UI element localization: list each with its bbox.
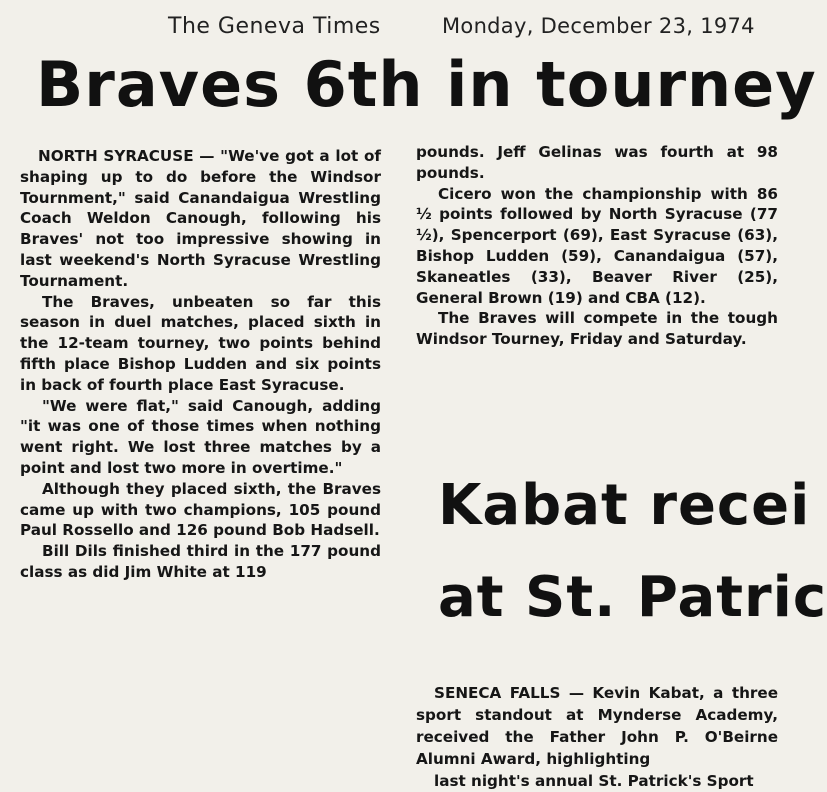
paragraph: "We were flat," said Canough, adding "it was one of those times when nothing went right. We lost three matches by a point and lost two more in overtime." bbox=[20, 396, 381, 477]
second-article-cut-line: last night's annual St. Patrick's Sport bbox=[434, 772, 754, 790]
second-article-headline-line2: at St. Patric bbox=[438, 565, 827, 630]
paragraph: pounds. Jeff Gelinas was fourth at 98 pounds. bbox=[416, 143, 778, 182]
second-article-headline-line1: Kabat recei bbox=[438, 473, 811, 538]
article-left-column bbox=[20, 146, 381, 583]
paragraph: The Braves, unbeaten so far this season in duel matches, placed sixth in the 12-team tourney, two points behind fifth place Bishop Ludden and six points in back of fourth place East Syracuse. bbox=[20, 292, 381, 394]
masthead-date: Monday, December 23, 1974 bbox=[442, 14, 755, 38]
paragraph: Cicero won the championship with 86 ½ points followed by North Syracuse (77 ½), Spencerport (69), East Syracuse (63), Bishop Ludden (59), Canandaigua (57), Skaneatles (33), Beaver River (25), General Brown (19) and CBA (12). bbox=[416, 184, 778, 307]
article-headline: Braves 6th in tourney bbox=[36, 48, 817, 121]
paragraph: Although they placed sixth, the Braves came up with two champions, 105 pound Paul Rossello and 126 pound Bob Hadsell. bbox=[20, 479, 381, 540]
second-article-text: SENECA FALLS — Kevin Kabat, a three sport standout at Mynderse Academy, received the Father John P. O'Beirne Alumni Award, highlighting bbox=[416, 684, 778, 768]
masthead-paper-name: The Geneva Times bbox=[168, 14, 381, 39]
paragraph: NORTH SYRACUSE — "We've got a lot of shaping up to do before the Windsor Tournment," said Canandaigua Wrestling Coach Weldon Canough, following his Braves' not too impressive showing in last weekend's North Syracuse Wrestling Tournament. bbox=[20, 147, 381, 290]
article-right-column bbox=[416, 142, 778, 350]
paragraph: The Braves will compete in the tough Windsor Tourney, Friday and Saturday. bbox=[416, 309, 778, 349]
second-article-body bbox=[416, 682, 778, 790]
paragraph: Bill Dils finished third in the 177 pound class as did Jim White at 119 bbox=[20, 542, 381, 581]
